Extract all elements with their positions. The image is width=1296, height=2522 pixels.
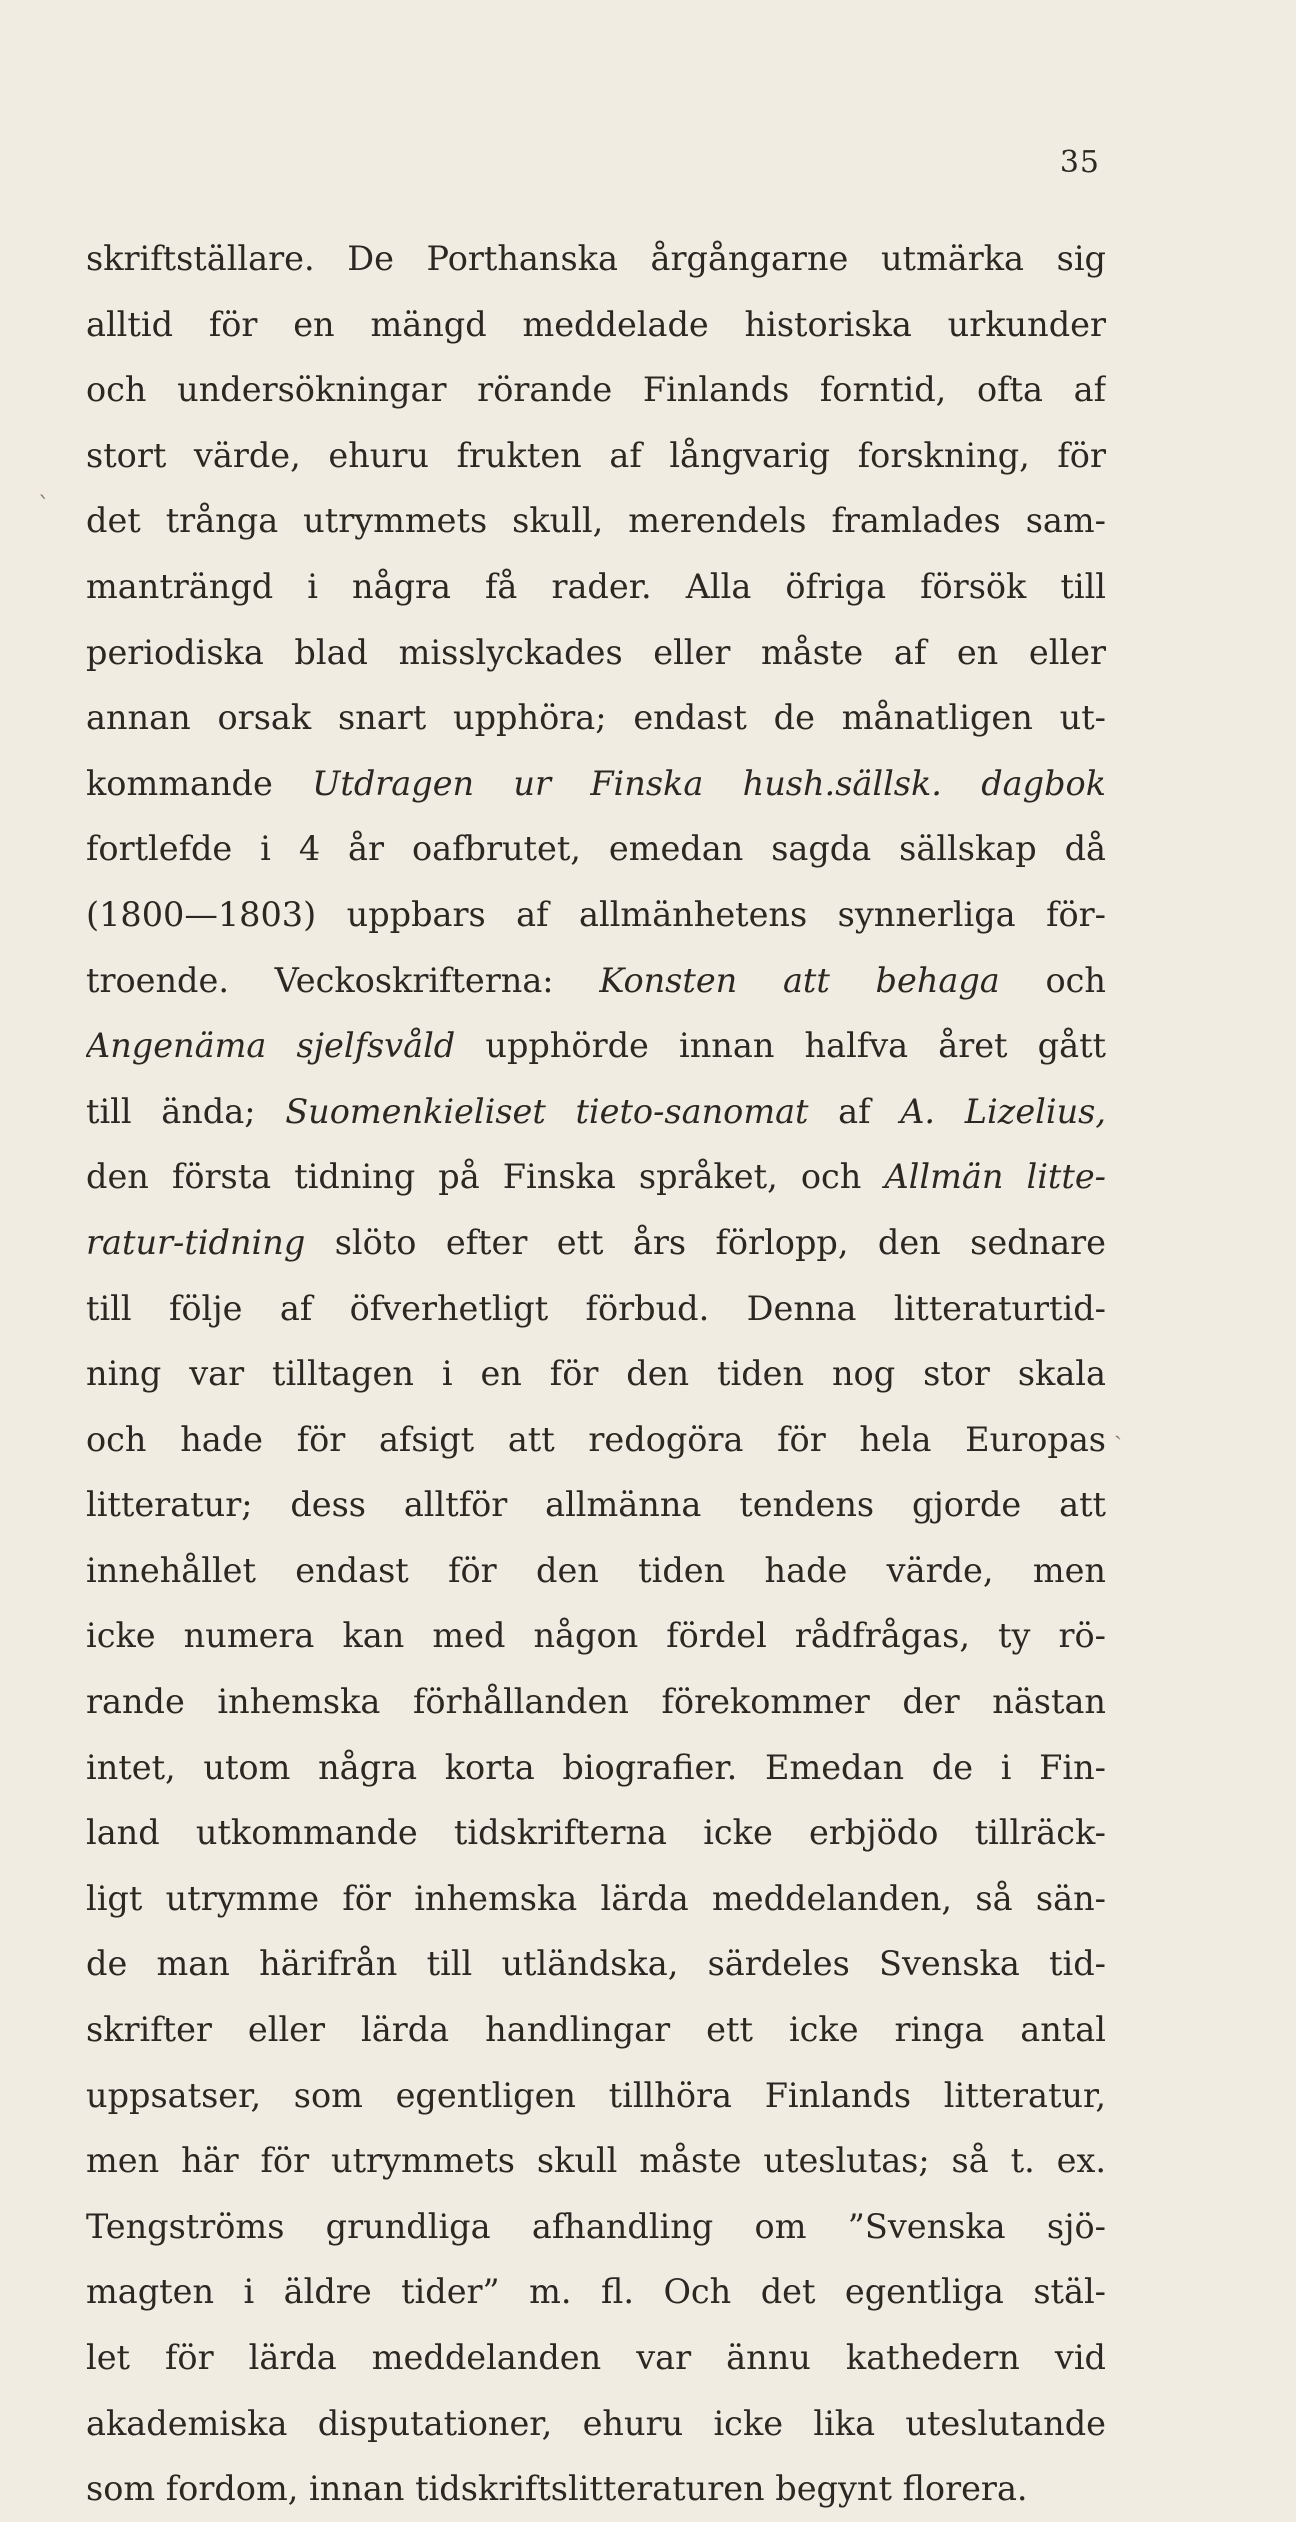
- text-line: [86, 1472, 1106, 1538]
- text-line: [86, 685, 1106, 751]
- text-segment: som fordom, innan tidskriftslitteraturen begynt florera.: [86, 2469, 1028, 2509]
- text-line: [86, 357, 1106, 423]
- text-line: [86, 1669, 1106, 1735]
- text-line: [86, 1735, 1106, 1801]
- text-segment: manträngd i några få rader. Alla öfriga försök till: [86, 566, 1106, 606]
- text-line: [86, 620, 1106, 686]
- text-line: [86, 1407, 1106, 1473]
- text-segment: de man härifrån till utländska, särdeles Svenska tid-: [86, 1944, 1106, 1984]
- text-segment: och undersökningar rörande Finlands forntid, ofta af: [86, 370, 1106, 410]
- text-segment: stort värde, ehuru frukten af långvarig forskning, för: [86, 435, 1106, 475]
- text-segment: till ända;: [86, 1091, 286, 1131]
- text-segment: Tengströms grundliga afhandling om ”Svenska sjö-: [86, 2206, 1106, 2246]
- text-segment: skrifter eller lärda handlingar ett icke ringa antal: [86, 2010, 1106, 2050]
- body-text: [86, 226, 1106, 2522]
- text-segment: kommande: [86, 763, 313, 803]
- text-segment: annan orsak snart upphöra; endast de månatligen ut-: [86, 698, 1106, 738]
- text-segment: troende. Veckoskrifterna:: [86, 960, 600, 1000]
- text-line: [86, 1931, 1106, 1997]
- text-segment: och hade för afsigt att redogöra för hela Europas: [86, 1419, 1106, 1459]
- text-line: [86, 2194, 1106, 2260]
- text-segment: till följe af öfverhetligt förbud. Denna litteraturtid-: [86, 1288, 1106, 1328]
- italic-title: Suomenkieliset tieto-sanomat: [285, 1091, 809, 1131]
- text-line: [86, 1603, 1106, 1669]
- text-line: [86, 2063, 1106, 2129]
- text-segment: uppsatser, som egentligen tillhöra Finlands litteratur,: [86, 2075, 1106, 2115]
- text-line: [86, 488, 1106, 554]
- text-line: [86, 1997, 1106, 2063]
- text-line: [86, 816, 1106, 882]
- text-segment: ning var tilltagen i en för den tiden nog stor skala: [86, 1354, 1106, 1394]
- text-line: [86, 292, 1106, 358]
- text-segment: litteratur; dess alltför allmänna tendens gjorde att: [86, 1485, 1106, 1525]
- text-segment: den första tidning på Finska språket, och: [86, 1157, 885, 1197]
- text-line: [86, 226, 1106, 292]
- text-segment: och: [999, 960, 1106, 1000]
- text-line: [86, 2128, 1106, 2194]
- text-line: [86, 1013, 1106, 1079]
- text-line: [86, 1866, 1106, 1932]
- text-line: [86, 2259, 1106, 2325]
- margin-tick-mark: ˏ: [1114, 1412, 1122, 1440]
- text-line: [86, 423, 1106, 489]
- italic-title: Angenäma sjelfsvåld: [86, 1026, 456, 1066]
- text-line: [86, 1144, 1106, 1210]
- text-segment: akademiska disputationer, ehuru icke lika uteslutande: [86, 2403, 1106, 2443]
- text-line: [86, 554, 1106, 620]
- text-segment: men här för utrymmets skull måste uteslutas; så t. ex.: [86, 2141, 1106, 2181]
- text-segment: let för lärda meddelanden var ännu kathedern vid: [86, 2338, 1106, 2377]
- text-line: [86, 1276, 1106, 1342]
- text-line: [86, 948, 1106, 1014]
- text-segment: periodiska blad misslyckades eller måste af en eller: [86, 632, 1106, 672]
- text-segment: icke numera kan med någon fördel rådfrågas, ty rö-: [86, 1616, 1106, 1656]
- italic-title: Allmän litte-: [884, 1157, 1106, 1197]
- text-segment: skriftställare. De Porthanska årgångarne utmärka sig: [86, 239, 1106, 278]
- text-segment: slöto efter ett års förlopp, den sednare: [305, 1222, 1106, 1262]
- text-segment: innehållet endast för den tiden hade värde, men: [86, 1550, 1106, 1590]
- text-segment: ligt utrymme för inhemska lärda meddelanden, så sän-: [86, 1878, 1106, 1918]
- text-line: [86, 1210, 1106, 1276]
- text-segment: fortlefde i 4 år oafbrutet, emedan sagda sällskap då: [86, 829, 1106, 869]
- text-line: [86, 882, 1106, 948]
- text-segment: land utkommande tidskrifterna icke erbjödo tillräck-: [86, 1813, 1106, 1853]
- italic-title: Utdragen ur Finska hush.sällsk. dagbok: [312, 763, 1106, 803]
- italic-title: Konsten att behaga: [599, 960, 1000, 1000]
- text-segment: upphörde innan halfva året gått: [455, 1026, 1106, 1066]
- italic-title: ratur-tidning: [86, 1222, 306, 1262]
- text-segment: det trånga utrymmets skull, merendels framlades sam-: [86, 501, 1106, 541]
- text-segment: alltid för en mängd meddelade historiska urkunder: [86, 304, 1106, 344]
- margin-tick-mark: ˋ: [38, 492, 50, 520]
- text-line: [86, 1079, 1106, 1145]
- text-line: [86, 751, 1106, 817]
- text-line: [86, 2325, 1106, 2391]
- text-line: [86, 1538, 1106, 1604]
- text-line: [86, 1341, 1106, 1407]
- text-segment: (1800—1803) uppbars af allmänhetens synnerliga för-: [86, 894, 1106, 934]
- page-number: 35: [1059, 145, 1100, 180]
- text-line: [86, 2456, 1106, 2522]
- text-segment: rande inhemska förhållanden förekommer der nästan: [86, 1682, 1106, 1722]
- text-line: [86, 2391, 1106, 2457]
- text-line: [86, 1800, 1106, 1866]
- text-segment: intet, utom några korta biografier. Emedan de i Fin-: [86, 1747, 1106, 1787]
- italic-title: A. Lizelius,: [900, 1091, 1106, 1131]
- text-segment: magten i äldre tider” m. fl. Och det egentliga stäl-: [86, 2272, 1106, 2312]
- text-segment: af: [808, 1091, 901, 1131]
